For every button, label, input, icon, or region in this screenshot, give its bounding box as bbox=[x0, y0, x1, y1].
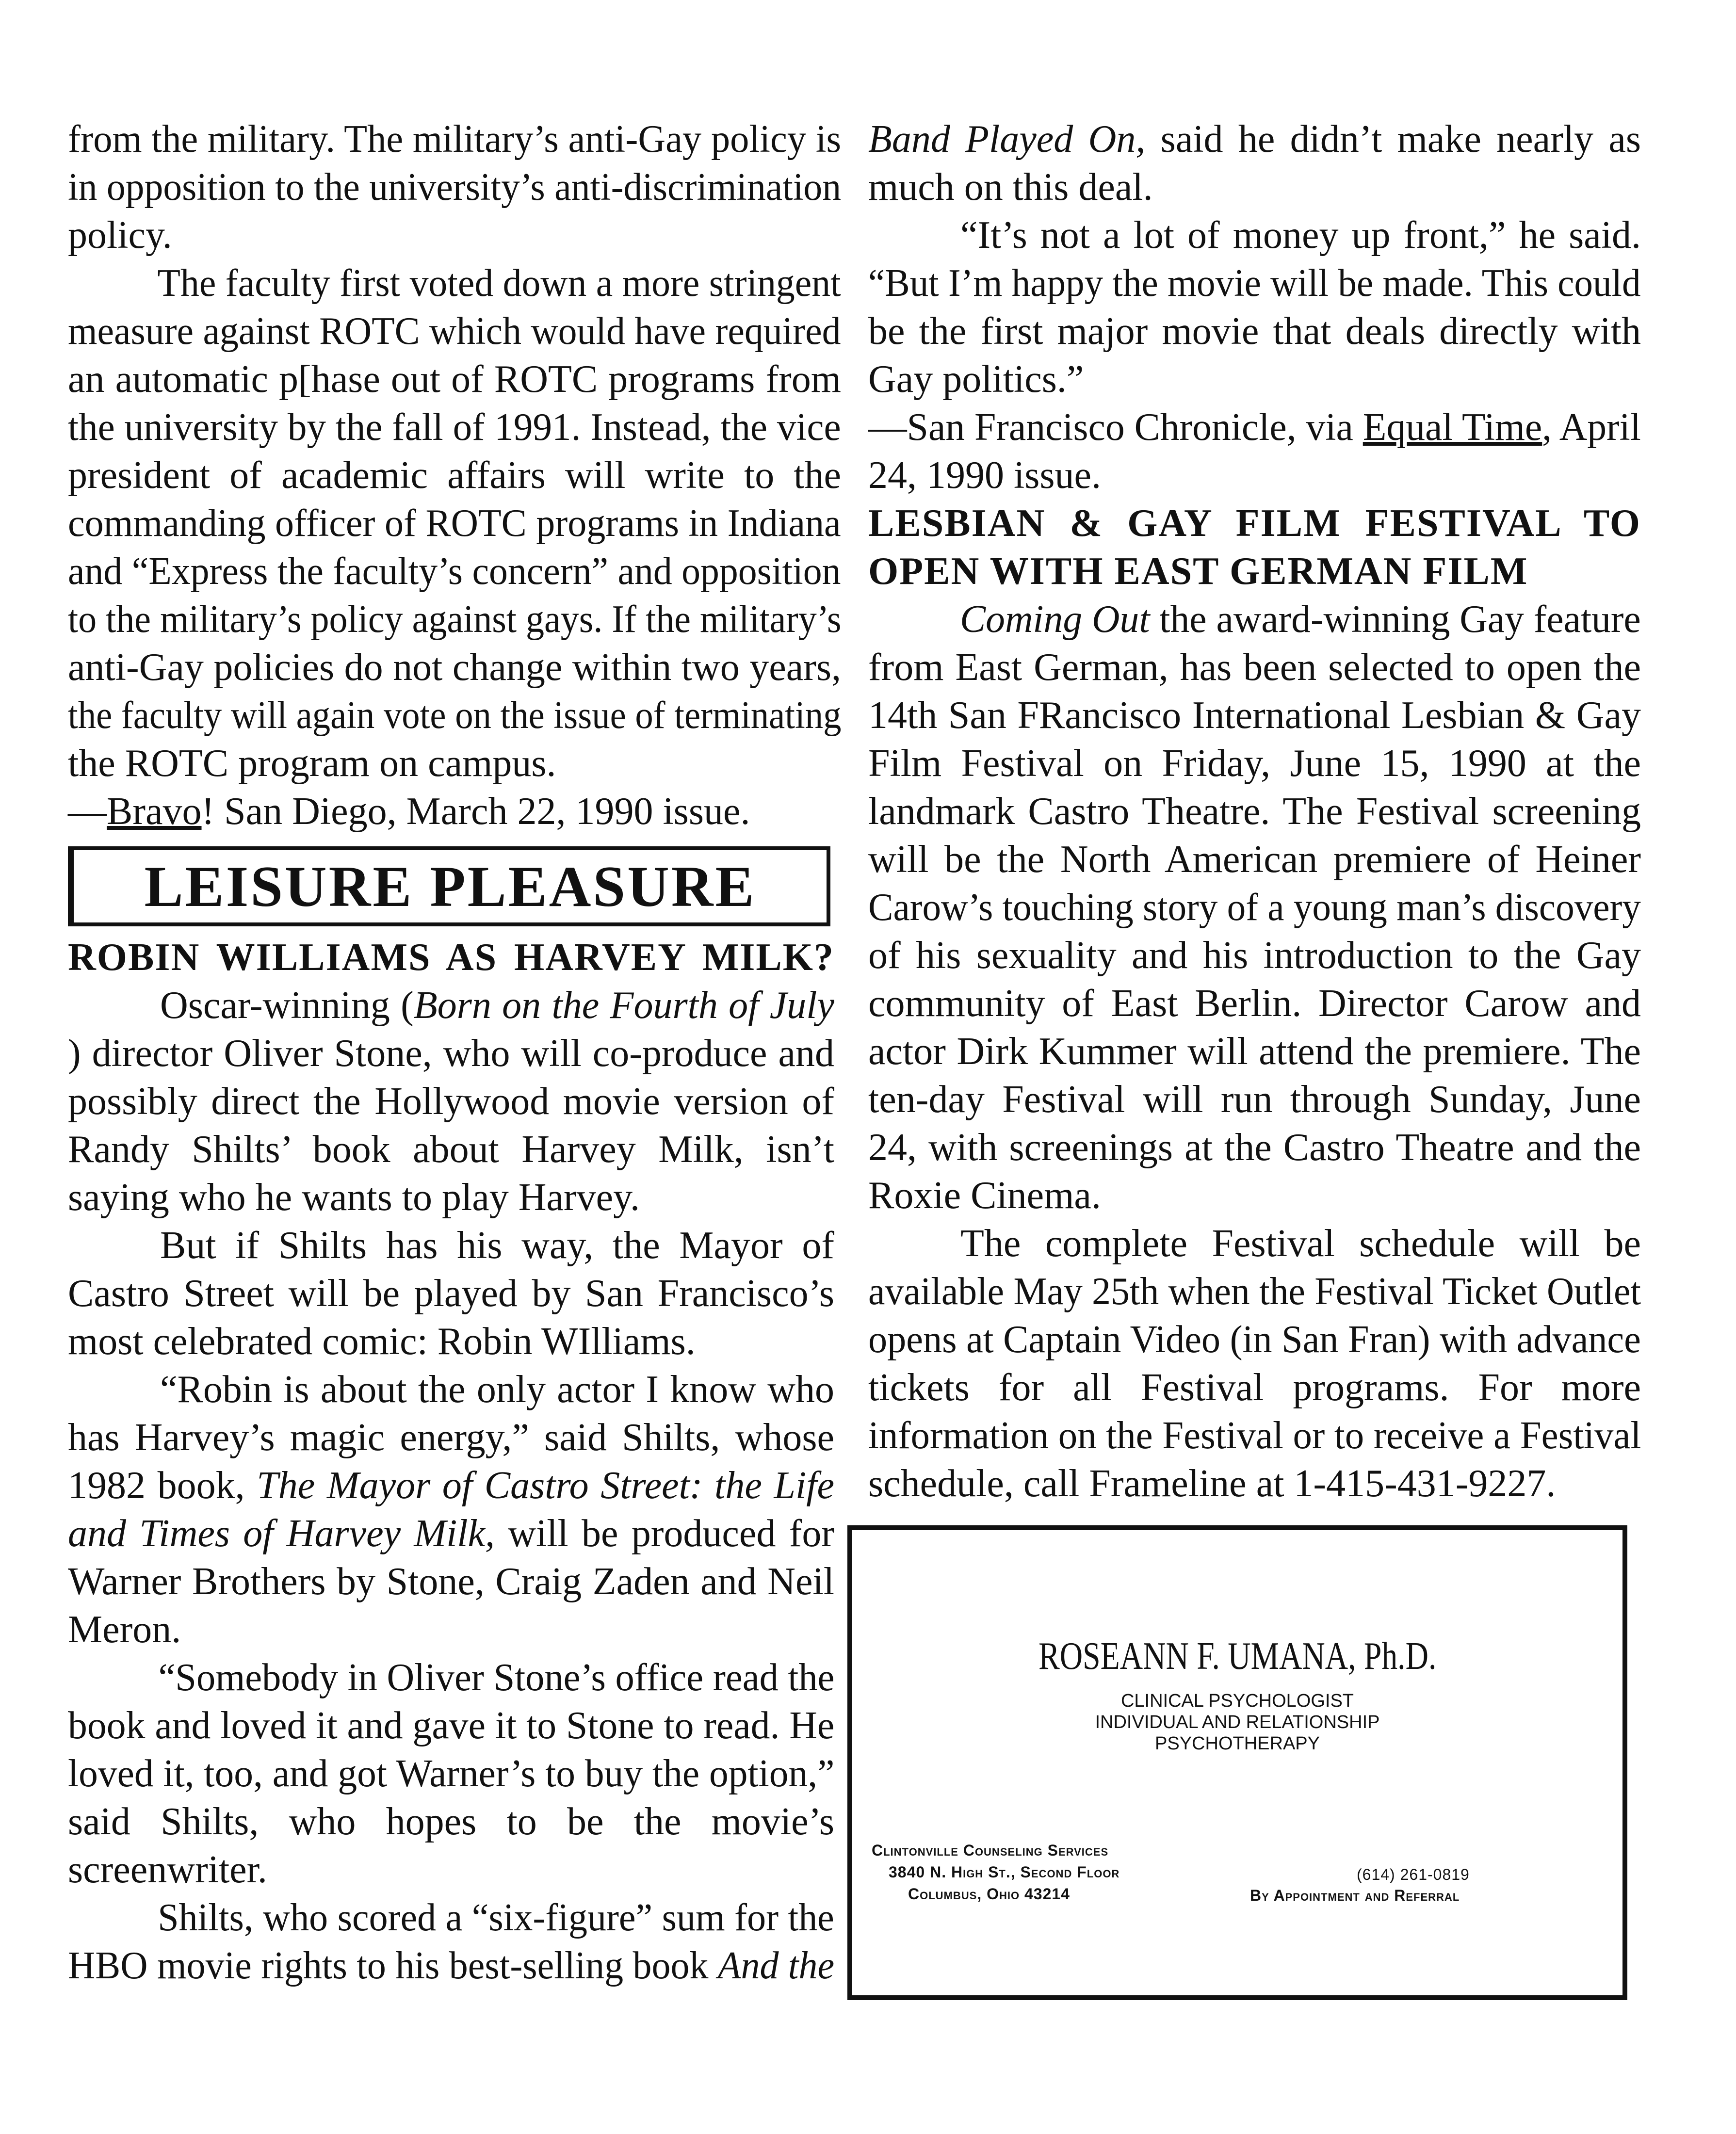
text-line bbox=[68, 259, 841, 307]
text-segment: possibly direct the Hollywood movie version of bbox=[68, 1080, 834, 1123]
article-headline bbox=[868, 548, 1641, 596]
text-line bbox=[868, 452, 1641, 500]
text-line bbox=[868, 307, 1641, 356]
text-line bbox=[868, 980, 1641, 1028]
ad-title-1: CLINICAL PSYCHOLOGIST bbox=[1120, 1691, 1354, 1711]
publication-name: Equal Time bbox=[1363, 406, 1542, 449]
text-segment: the award-winning Gay feature bbox=[1150, 598, 1641, 641]
text-segment: information on the Festival or to receive a Festival bbox=[868, 1414, 1641, 1457]
text-line bbox=[68, 982, 834, 1030]
text-segment: “Robin is about the only actor I know who bbox=[160, 1368, 834, 1411]
text-segment: the ROTC program on campus. bbox=[68, 742, 556, 785]
text-line bbox=[68, 1318, 834, 1366]
text-line bbox=[68, 1174, 834, 1222]
text-line bbox=[868, 1076, 1641, 1124]
ad-city: Columbus, Ohio 43214 bbox=[908, 1885, 1070, 1903]
text-line bbox=[68, 163, 842, 211]
text-segment: screenwriter. bbox=[68, 1848, 267, 1891]
ad-name bbox=[852, 1634, 1622, 1678]
text-line bbox=[68, 1270, 834, 1318]
italic-title: Coming Out bbox=[960, 598, 1150, 641]
article-robin-williams bbox=[68, 934, 834, 1990]
text-segment: Film Festival on Friday, June 15, 1990 at the bbox=[868, 742, 1641, 785]
text-line bbox=[868, 1268, 1641, 1316]
text-line bbox=[68, 548, 841, 596]
text-segment: Shilts, who scored a “six-figure” sum for the bbox=[158, 1896, 834, 1939]
text-line bbox=[68, 740, 841, 788]
text-segment: measure against ROTC which would have required bbox=[68, 310, 841, 353]
text-segment: from the military. The military’s anti-Gay policy is bbox=[68, 118, 842, 161]
text-line bbox=[68, 211, 841, 259]
text-line bbox=[68, 1366, 834, 1414]
text-segment: actor Dirk Kummer will attend the premiere. The bbox=[868, 1030, 1641, 1073]
text-line bbox=[68, 452, 841, 500]
text-line bbox=[68, 692, 842, 740]
text-segment: HBO movie rights to his best-selling book bbox=[68, 1944, 718, 1987]
text-segment: of his sexuality and his introduction to the Gay bbox=[868, 934, 1641, 977]
text-segment: president of academic affairs will write to the bbox=[68, 454, 841, 497]
italic-title: Born on the Fourth of July bbox=[413, 984, 835, 1027]
article-headline bbox=[868, 500, 1641, 548]
text-segment: from East German, has been selected to open the bbox=[868, 646, 1641, 689]
text-segment: most celebrated comic: Robin WIlliams. bbox=[68, 1320, 696, 1363]
text-line bbox=[68, 1510, 834, 1558]
text-segment: will be produced for bbox=[495, 1512, 834, 1555]
ad-street: 3840 N. High St., Second Floor bbox=[889, 1863, 1120, 1881]
italic-title: And the bbox=[717, 1944, 835, 1987]
text-line bbox=[868, 259, 1641, 307]
advertisement-psychologist bbox=[847, 1525, 1627, 2000]
text-line bbox=[68, 500, 841, 548]
text-line bbox=[868, 884, 1641, 932]
text-line bbox=[868, 932, 1641, 980]
text-segment: Meron. bbox=[68, 1608, 181, 1651]
text-segment: and “Express the faculty’s concern” and opposition bbox=[68, 550, 841, 593]
text-segment: , April bbox=[1542, 406, 1641, 449]
text-segment: Roxie Cinema. bbox=[868, 1174, 1101, 1217]
text-segment: anti-Gay policies do not change within two years, bbox=[68, 646, 841, 689]
text-line bbox=[68, 404, 841, 452]
text-line bbox=[868, 211, 1641, 259]
publication-name: Bravo bbox=[107, 790, 202, 833]
text-segment: 24, 1990 issue. bbox=[868, 454, 1101, 497]
text-segment: ! San Diego, March 22, 1990 issue. bbox=[201, 790, 750, 833]
text-segment: schedule, call Frameline at 1-415-431-9227. bbox=[868, 1462, 1556, 1505]
text-line bbox=[868, 596, 1641, 644]
text-line bbox=[68, 307, 841, 356]
text-segment: be the first major movie that deals directly with bbox=[868, 310, 1641, 353]
article-headline bbox=[68, 934, 834, 982]
text-line bbox=[68, 1654, 835, 1702]
text-line bbox=[868, 1124, 1641, 1172]
text-segment: Castro Street will be played by San Francisco’s bbox=[68, 1272, 834, 1315]
text-line bbox=[868, 692, 1641, 740]
text-line bbox=[868, 836, 1641, 884]
text-line bbox=[68, 1750, 835, 1798]
text-line bbox=[68, 1558, 834, 1606]
text-line bbox=[68, 1462, 834, 1510]
text-segment: available May 25th when the Festival Ticket Outlet bbox=[868, 1270, 1641, 1313]
text-segment: The faculty first voted down a more stringent bbox=[157, 262, 841, 305]
text-segment: will be the North American premiere of Heiner bbox=[868, 838, 1641, 881]
text-line bbox=[868, 1028, 1641, 1076]
text-segment: But if Shilts has his way, the Mayor of bbox=[160, 1224, 834, 1267]
text-line bbox=[68, 1222, 834, 1270]
text-segment: Warner Brothers by Stone, Craig Zaden and Neil bbox=[68, 1560, 834, 1603]
text-line bbox=[68, 596, 842, 644]
text-line bbox=[868, 115, 1641, 163]
text-line bbox=[68, 356, 841, 404]
section-heading-box bbox=[68, 846, 830, 926]
ad-title-2: INDIVIDUAL AND RELATIONSHIP bbox=[1095, 1712, 1380, 1732]
text-segment: opens at Captain Video (in San Fran) with advance bbox=[868, 1318, 1641, 1361]
text-segment: said he didn’t make nearly as bbox=[1145, 118, 1641, 161]
text-segment: landmark Castro Theatre. The Festival screening bbox=[868, 790, 1641, 833]
italic-title: Band Played On, bbox=[868, 118, 1146, 161]
text-line bbox=[868, 788, 1641, 836]
text-segment: an automatic p[hase out of ROTC programs from bbox=[68, 358, 841, 401]
text-segment: The complete Festival schedule will be bbox=[960, 1222, 1641, 1265]
section-heading: LEISURE PLEASURE bbox=[144, 854, 756, 919]
text-line bbox=[868, 404, 1641, 452]
text-line bbox=[68, 1030, 834, 1078]
text-segment: book and loved it and gave it to Stone to read. He bbox=[68, 1704, 835, 1747]
text-segment: policy. bbox=[68, 214, 172, 257]
text-line bbox=[68, 644, 841, 692]
ad-org: Clintonville Counseling Services bbox=[872, 1842, 1109, 1859]
text-line bbox=[868, 644, 1641, 692]
text-line bbox=[68, 1798, 834, 1846]
text-segment: community of East Berlin. Director Carow and bbox=[868, 982, 1641, 1025]
text-line bbox=[68, 115, 842, 163]
ad-phone: (614) 261-0819 bbox=[1357, 1866, 1470, 1883]
text-segment: “But I’m happy the movie will be made. This could bbox=[868, 262, 1641, 305]
text-line bbox=[868, 1220, 1641, 1268]
text-segment: ROBIN WILLIAMS AS HARVEY MILK? bbox=[68, 936, 834, 979]
text-segment: LESBIAN & GAY FILM FESTIVAL TO bbox=[868, 502, 1641, 545]
text-segment: Carow’s touching story of a young man’s discovery bbox=[868, 886, 1641, 929]
text-line bbox=[868, 1172, 1641, 1220]
text-line bbox=[68, 1702, 835, 1750]
text-segment: the university by the fall of 1991. Instead, the vice bbox=[68, 406, 841, 449]
text-line bbox=[68, 1606, 834, 1654]
text-segment: ten-day Festival will run through Sunday, June bbox=[868, 1078, 1641, 1121]
text-segment: OPEN WITH EAST GERMAN FILM bbox=[868, 550, 1528, 593]
text-segment: 1982 book, bbox=[68, 1464, 257, 1507]
text-line bbox=[868, 1364, 1641, 1412]
text-segment: to the military’s policy against gays. If the military’s bbox=[68, 598, 842, 641]
text-segment: Oscar-winning ( bbox=[160, 984, 414, 1027]
text-segment: commanding officer of ROTC programs in Indiana bbox=[68, 502, 841, 545]
text-segment: tickets for all Festival programs. For more bbox=[868, 1366, 1641, 1409]
text-line bbox=[868, 356, 1641, 404]
text-segment: Randy Shilts’ book about Harvey Milk, isn’t bbox=[68, 1128, 834, 1171]
text-segment: saying who he wants to play Harvey. bbox=[68, 1176, 640, 1219]
text-segment: ) director Oliver Stone, who will co-produce and bbox=[68, 1032, 834, 1075]
text-line bbox=[68, 1078, 834, 1126]
text-line bbox=[68, 1942, 835, 1990]
text-line bbox=[868, 1316, 1641, 1364]
text-segment: in opposition to the university’s anti-discrimination bbox=[68, 166, 842, 209]
text-line bbox=[868, 740, 1641, 788]
text-segment: “Somebody in Oliver Stone’s office read the bbox=[158, 1656, 835, 1699]
article-rotc-continued bbox=[68, 115, 841, 836]
ad-note: By Appointment and Referral bbox=[1250, 1887, 1460, 1904]
text-segment: the faculty will again vote on the issue of terminating bbox=[68, 694, 842, 737]
text-segment: — bbox=[68, 790, 107, 833]
text-line bbox=[68, 1126, 834, 1174]
article-film-festival bbox=[868, 115, 1641, 1508]
text-segment: said Shilts, who hopes to be the movie’s bbox=[68, 1800, 834, 1843]
text-line bbox=[868, 163, 1641, 211]
text-line bbox=[868, 1412, 1641, 1460]
italic-title: and Times of Harvey Milk, bbox=[68, 1512, 495, 1555]
text-segment: 14th San FRancisco International Lesbian & Gay bbox=[868, 694, 1641, 737]
ad-title-3: PSYCHOTHERAPY bbox=[1155, 1733, 1320, 1754]
text-segment: Gay politics.” bbox=[868, 358, 1084, 401]
text-line bbox=[868, 1460, 1641, 1508]
text-segment: —San Francisco Chronicle, via bbox=[868, 406, 1363, 449]
text-line bbox=[68, 788, 841, 836]
text-line bbox=[68, 1414, 834, 1462]
text-segment: 24, with screenings at the Castro Theatre and the bbox=[868, 1126, 1641, 1169]
text-segment: loved it, too, and got Warner’s to buy the option,” bbox=[68, 1752, 835, 1795]
text-segment: “It’s not a lot of money up front,” he said. bbox=[960, 214, 1641, 257]
text-segment: much on this deal. bbox=[868, 166, 1153, 209]
ad-name-text: ROSEANN F. UMANA, Ph.D. bbox=[1038, 1635, 1437, 1678]
text-line bbox=[68, 1894, 834, 1942]
text-segment: has Harvey’s magic energy,” said Shilts, whose bbox=[68, 1416, 834, 1459]
italic-title: The Mayor of Castro Street: the Life bbox=[257, 1464, 835, 1507]
text-line bbox=[68, 1846, 834, 1894]
